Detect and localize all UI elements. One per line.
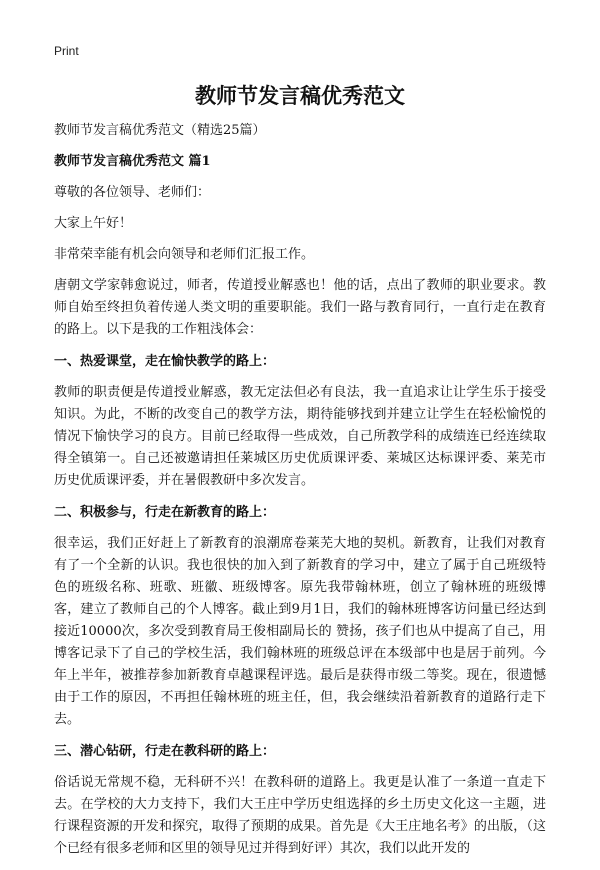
greeting-1: 尊敬的各位领导、老师们： — [54, 185, 211, 200]
document-title: 教师节发言稿优秀范文 — [195, 83, 405, 108]
paragraph-2: 教师的职责便是传道授业解惑，教无定法但必有良法，我一直追求让让学生乐于接受知识。为此，不断的改变自己的教学方法，期待能够找到并建立让学生在轻松愉悦的情况下愉快学习的良方。目前已经取得一些成效，自己所教学科的成绩连已经连续取得全镇第一。自己还被邀请担任莱城区历史优质课评委、莱城区达标课评委、莱芜市历史优质课评委，并在暑假教研中多次发言。 — [54, 385, 546, 488]
document-subtitle: 教师节发言稿优秀范文（精选25篇） — [54, 123, 266, 138]
article-heading: 教师节发言稿优秀范文 篇1 — [54, 154, 211, 169]
section-heading-3: 三、潜心钻研，行走在教科研的路上： — [54, 744, 276, 759]
section-heading-1: 一、热爱课堂，走在愉快教学的路上： — [54, 354, 276, 369]
print-label: Print — [54, 44, 79, 58]
paragraph-4: 俗话说无常规不稳，无科研不兴！在教科研的道路上。我更是认准了一条道一直走下去。在学校的大力支持下，我们大王庄中学历史组选择的乡土历史文化这一主题，进行课程资源的开发和探究，取得了预期的成果。首先是《大王庄地名考》的出版，（这个已经有很多老师和区里的领导见过并得到好评）其次，我们以此开发的 — [54, 775, 546, 856]
paragraph-3: 很幸运，我们正好赶上了新教育的浪潮席卷莱芜大地的契机。新教育，让我们对教育有了一个全新的认识。我也很快的加入到了新教育的学习中，建立了属于自己班级特色的班级名称、班歌、班徽、班级博客。原先我带翰林班，创立了翰林班的班级博客，建立了教师自己的个人博客。截止到9月1日，我们的翰林班博客访问量已经达到接近10000次，多次受到教育局王俊相副局长的 赞扬，孩子们也从中提高了自己，用博客记录下了自己的学校生活，我们翰林班的班级总评在本级部中也是居于前列。今年上半年，被推荐参加新教育卓越课程评选。最后是获得市级二等奖。现在，很遗憾由于工作的原因，不再担任翰林班的班主任，但，我会继续沿着新教育的道路行走下去。 — [54, 536, 546, 727]
document-body — [54, 120, 546, 870]
intro-paragraph: 非常荣幸能有机会向领导和老师们汇报工作。 — [54, 247, 315, 262]
greeting-2: 大家上午好！ — [54, 216, 133, 231]
paragraph-1: 唐朝文学家韩愈说过，师者，传道授业解惑也！他的话，点出了教师的职业要求。教师自始至终担负着传递人类文明的重要职能。我们一路与教育同行，一直行走在教育的路上。以下是我的工作粗浅体会： — [54, 278, 546, 337]
section-heading-2: 二、积极参与，行走在新教育的路上： — [54, 505, 276, 520]
